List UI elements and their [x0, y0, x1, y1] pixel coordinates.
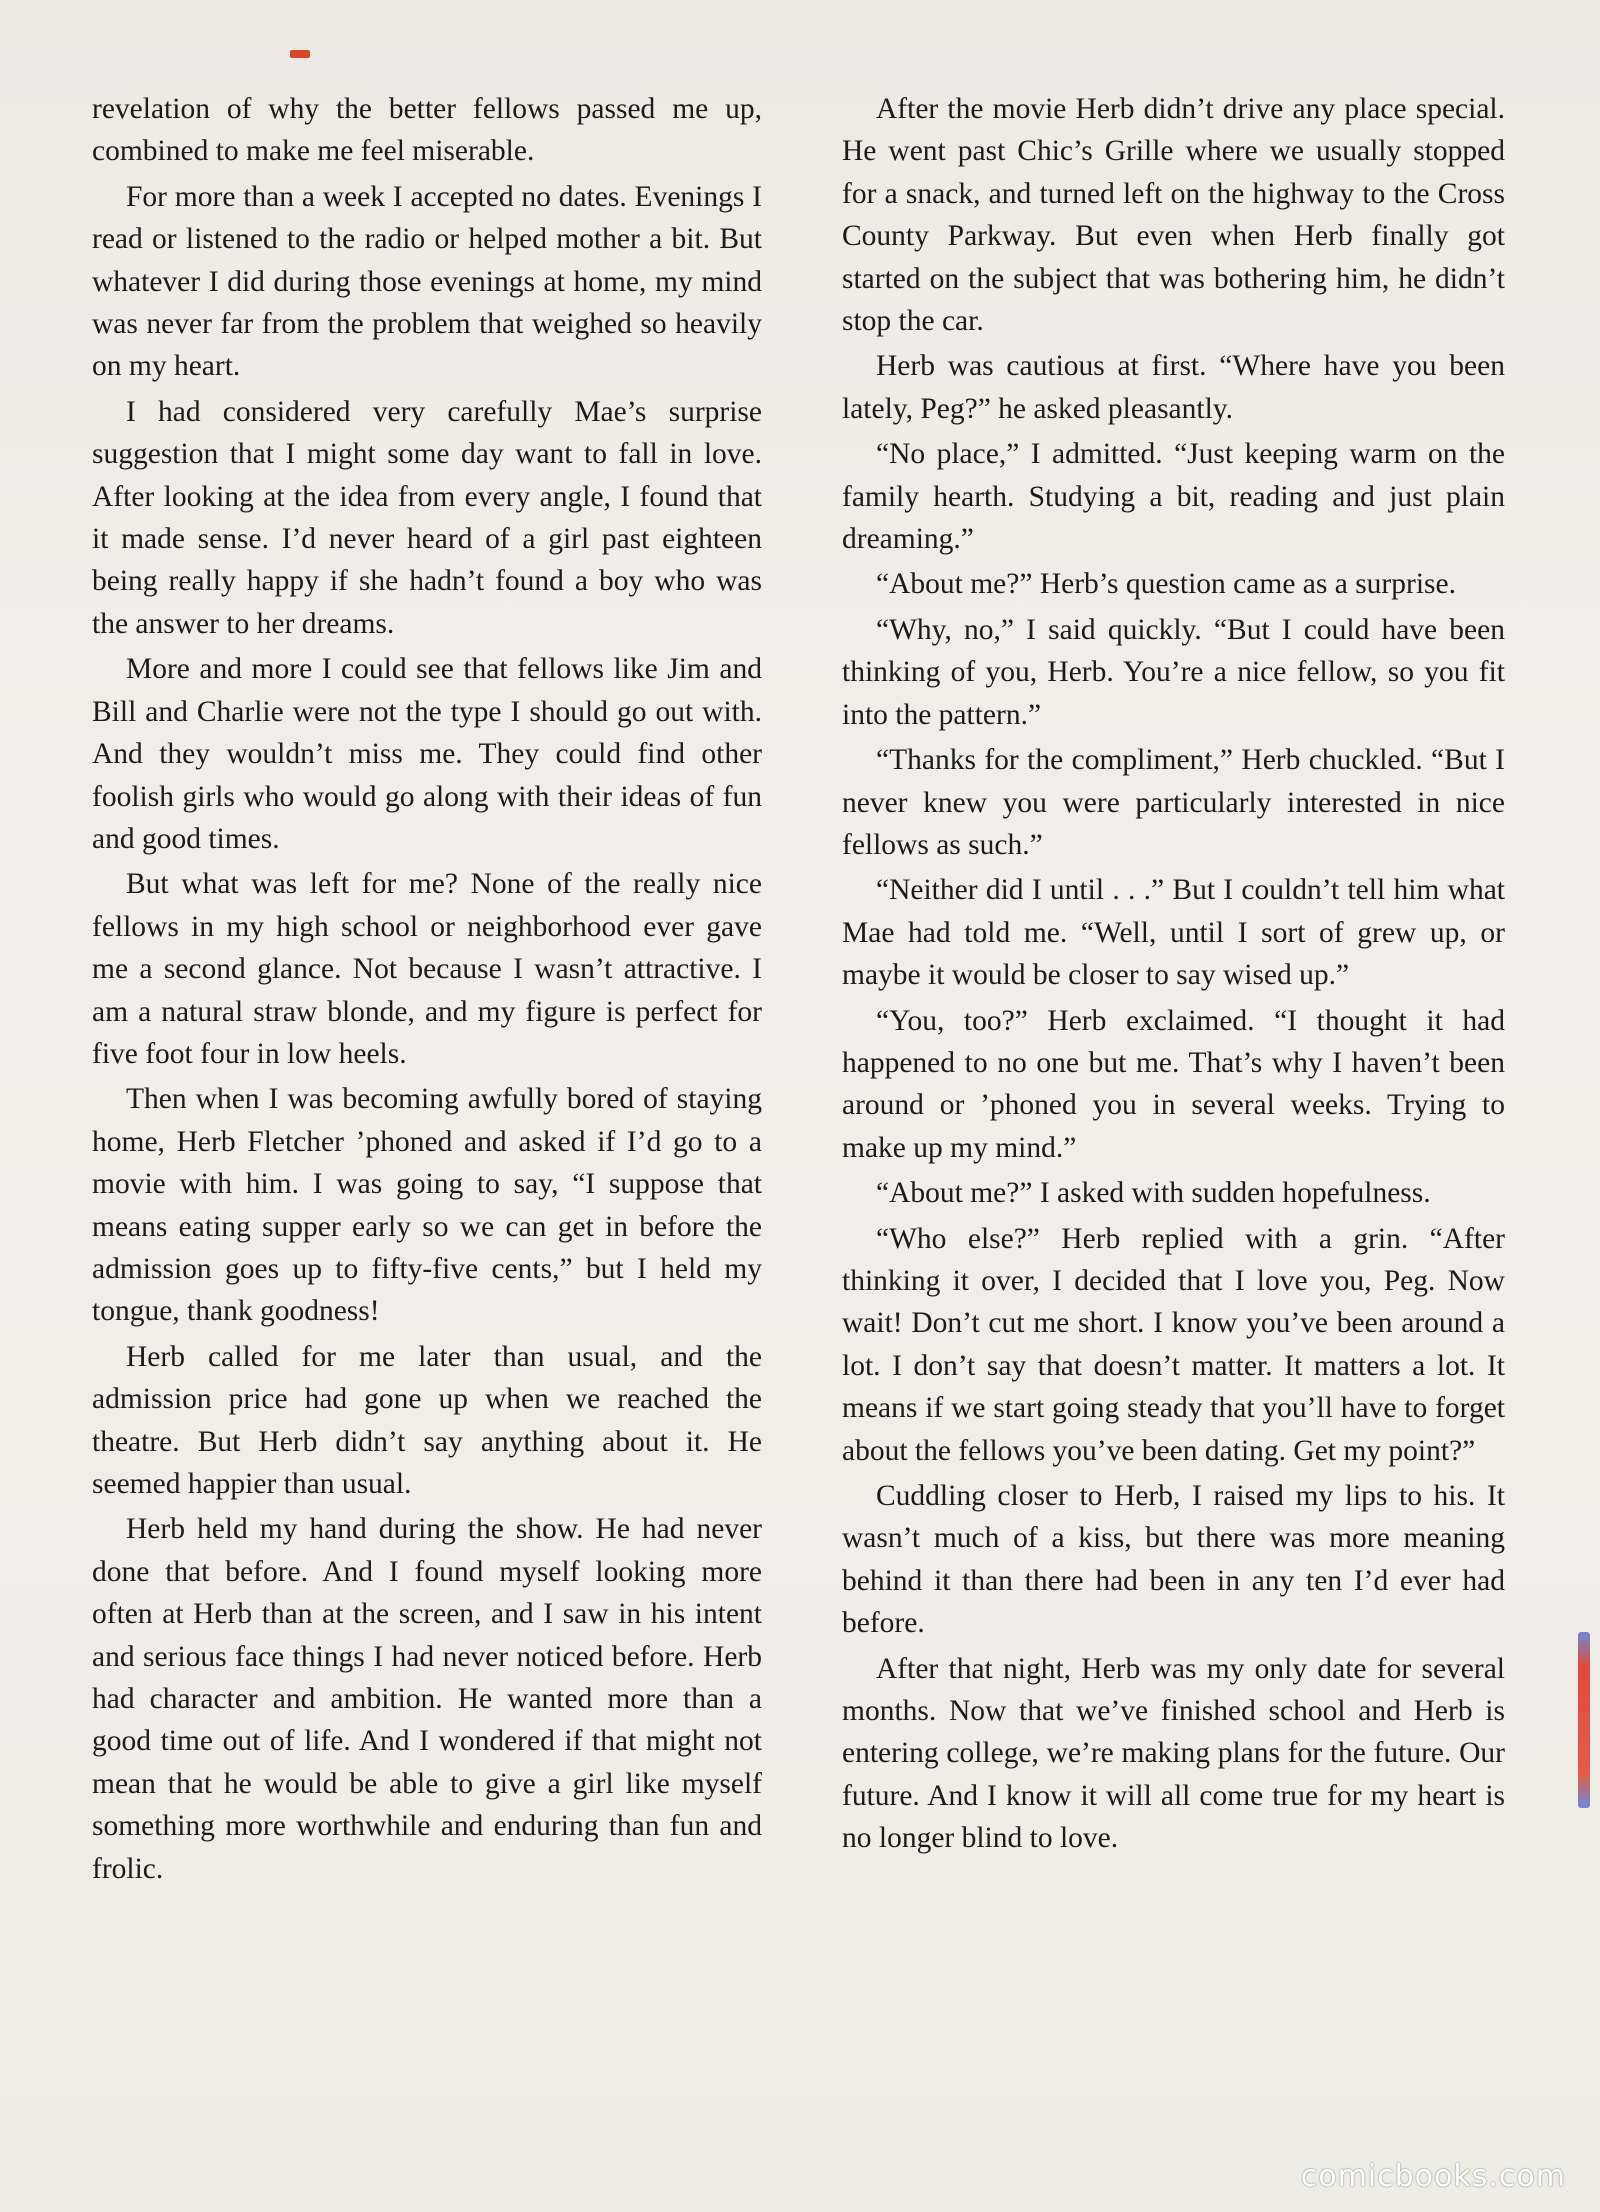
paragraph: Herb called for me later than usual, and the admission price had gone up when we reached the theatre. But Herb didn’t say anything about it. He seemed happier than usual.: [92, 1340, 762, 1500]
paragraph: Then when I was becoming awfully bored of staying home, Herb Fletcher ’phoned and asked if I’d go to a movie with him. I was going to say, “I suppose that means eating supper early so we can get in before the admission goes up to fifty-five cents,” but I held my tongue, thank goodness!: [92, 1083, 762, 1328]
paragraph: More and more I could see that fellows like Jim and Bill and Charlie were not the type I should go out with. And they wouldn’t miss me. They could find other foolish girls who would go along with their ideas of fun and good times.: [92, 653, 762, 855]
paragraph: But what was left for me? None of the really nice fellows in my high school or neighborhood ever gave me a second glance. Not because I wasn’t attractive. I am a natural straw blonde, and my figure is perfect for five foot four in low heels.: [92, 868, 762, 1070]
paragraph: “You, too?” Herb exclaimed. “I thought it had happened to no one but me. That’s why I haven’t been around or ’phoned you in several weeks. Trying to make up my mind.”: [842, 1004, 1505, 1164]
left-column: [92, 88, 762, 1893]
paragraph: “About me?” Herb’s question came as a surprise.: [876, 568, 1456, 601]
paragraph: Herb held my hand during the show. He had never done that before. And I found myself looking more often at Herb than at the screen, and I saw in his intent and serious face things I had never noticed before. Herb had character and ambition. He wanted more than a good time out of life. And I wondered if that might not mean that he would be able to give a girl like myself something more worthwhile and enduring than fun and frolic.: [92, 1513, 762, 1885]
paragraph: Herb was cautious at first. “Where have you been lately, Peg?” he asked pleasantly.: [842, 350, 1505, 425]
paragraph: After that night, Herb was my only date for several months. Now that we’ve finished school and Herb is entering college, we’re making plans for the future. Our future. And I know it will all come true for my heart is no longer blind to love.: [842, 1652, 1505, 1855]
paragraph: “Thanks for the compliment,” Herb chuckled. “But I never knew you were particularly interested in nice fellows as such.”: [842, 744, 1505, 861]
red-ink-mark: [290, 50, 310, 58]
paragraph: I had considered very carefully Mae’s surprise suggestion that I might some day want to fall in love. After looking at the idea from every angle, I found that it made sense. I’d never heard of a girl past eighteen being really happy if she hadn’t found a boy who was the answer to her dreams.: [92, 395, 762, 640]
paragraph: “Why, no,” I said quickly. “But I could have been thinking of you, Herb. You’re a nice fellow, so you fit into the pattern.”: [842, 613, 1505, 731]
paragraph: revelation of why the better fellows passed me up, combined to make me feel miserable.: [92, 93, 762, 168]
watermark: comicbooks.com: [1300, 2159, 1566, 2194]
paragraph: “About me?” I asked with sudden hopefulness.: [876, 1177, 1431, 1210]
paragraph: Cuddling closer to Herb, I raised my lips to his. It wasn’t much of a kiss, but there was more meaning behind it than there had been in any ten I’d ever had before.: [842, 1480, 1505, 1640]
page-edge-strip: [1578, 1632, 1590, 1808]
paragraph: “Who else?” Herb replied with a grin. “After thinking it over, I decided that I love you, Peg. Now wait! Don’t cut me short. I know you’ve been around a lot. I don’t say that doesn’t matter. It matters a lot. It means if we start going steady that you’ll have to forget about the fellows you’ve been dating. Get my point?”: [842, 1222, 1505, 1467]
paragraph: “No place,” I admitted. “Just keeping warm on the family hearth. Studying a bit, reading and just plain dreaming.”: [842, 438, 1505, 556]
paragraph: “Neither did I until . . .” But I couldn’t tell him what Mae had told me. “Well, until I sort of grew up, or maybe it would be closer to say wised up.”: [842, 874, 1505, 992]
paragraph: After the movie Herb didn’t drive any place special. He went past Chic’s Grille where we usually stopped for a snack, and turned left on the highway to the Cross County Parkway. But even when Herb finally got started on the subject that was bothering him, he didn’t stop the car.: [842, 93, 1505, 338]
right-column: [842, 88, 1505, 1863]
paragraph: For more than a week I accepted no dates. Evenings I read or listened to the radio or helped mother a bit. But whatever I did during those evenings at home, my mind was never far from the problem that weighed so heavily on my heart.: [92, 180, 762, 383]
